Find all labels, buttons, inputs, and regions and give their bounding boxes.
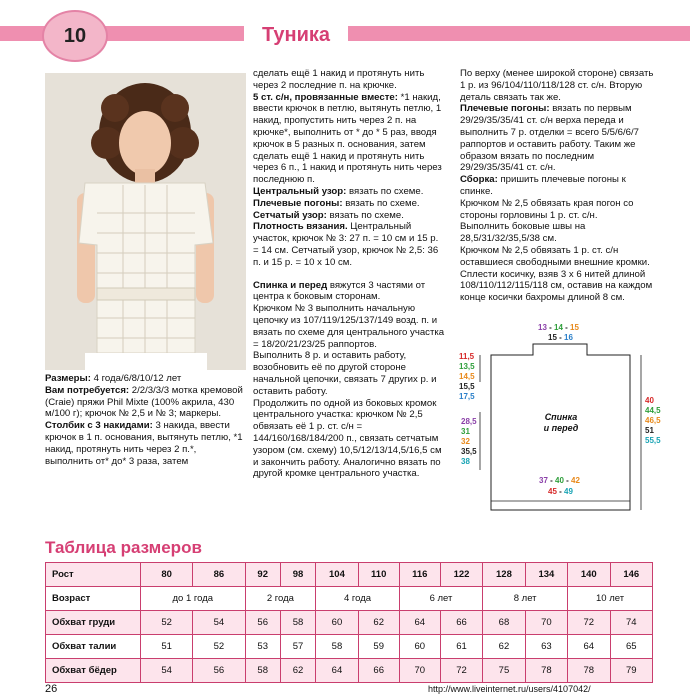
table-cell: 70: [525, 611, 567, 635]
table-cell: 86: [193, 563, 245, 587]
table-cell: 68: [483, 611, 525, 635]
left-bottom-labels: 28,5 31 32 35,5 38: [461, 417, 477, 466]
table-cell: 10 лет: [568, 587, 653, 611]
page-title: Туника: [244, 22, 348, 48]
paragraph: Крючком № 2,5 обвязать края погон со стороны горловины 1 р. ст. с/н.: [460, 197, 634, 221]
paragraph: 5 ст. с/н, провязанные вместе: *1 накид, ввести крючок в петлю, вытянуть петлю, 1 накид, пропустить нить через 2 п. на крючке*, выполнить от * до * 5 раз, вводя крючок в 5 разных п. основания, затем сделать ещё 1 накид и протянуть нить через 6 п., 1 накид и протянуть нить через последнюю п.: [253, 91, 442, 186]
paragraph: Центральный узор: вязать по схеме.: [253, 185, 424, 197]
table-cell: 61: [440, 635, 482, 659]
table-cell: 2 года: [245, 587, 316, 611]
instructions-column-2: [253, 68, 446, 480]
table-cell: 53: [245, 635, 280, 659]
row-label: Обхват груди: [46, 611, 141, 635]
table-cell: 64: [568, 635, 610, 659]
size-table: [45, 562, 653, 683]
table-row: [46, 587, 653, 611]
table-cell: 110: [358, 563, 399, 587]
right-height-labels: 40 44,5 46,5 51 55,5: [645, 396, 661, 445]
paragraph: Плечевые погоны: вязать по схеме.: [253, 197, 420, 209]
table-cell: 62: [358, 611, 399, 635]
stitch-paragraph: Столбик с 3 накидами: 3 накида, ввести крючок в 1 п. основания, вытянуть петлю, *1 накид, протянуть нить через 2 п.*, выполнить от* до* 3 раза, затем: [45, 420, 243, 467]
row-label: Рост: [46, 563, 141, 587]
paragraph: Продолжить по одной из боковых кромок центрального участка: крючком № 2,5 обвязать её 1 р. ст. с/н = 144/160/168/184/200 п., связать сетчатым узором (см. схему) 10,5/12/13/14,5/16,5 см и закончить работу. Аналогично вязать по другой кромке центрального участка.: [253, 397, 442, 480]
paragraph: Выполнить боковые швы на 28,5/31/32/35,5/38 см.: [460, 221, 586, 245]
top-width-labels: 13 - 14 - 15: [538, 323, 579, 332]
paragraph: Сетчатый узор: вязать по схеме.: [253, 209, 404, 221]
size-table-title: Таблица размеров: [45, 538, 202, 557]
table-cell: 80: [141, 563, 193, 587]
table-row: [46, 659, 653, 683]
table-cell: 72: [440, 659, 482, 683]
paragraph: Плечевые погоны: вязать по первым 29/29/35/35/41 ст. с/н верха переда и выполнить 7 р. отделки = всего 5/5/6/6/7 раппортов и оставить работу. Таким же образом вязать по последним 29/29/35/35/41 ст. с/н.: [460, 103, 639, 174]
paragraph: Сплести косичку, взяв 3 х 6 нитей длиной 108/110/112/115/118 см, оставив на каждом конце косички бахромы длиной 8 см.: [460, 268, 653, 304]
table-row: [46, 563, 653, 587]
bottom-width-labels-2: 45 - 49: [548, 487, 573, 496]
table-cell: 57: [280, 635, 315, 659]
left-top-labels: 11,5 13,5 14,5 15,5 17,5: [459, 352, 475, 401]
table-cell: 134: [525, 563, 567, 587]
sizes-paragraph: Размеры: 4 года/6/8/10/12 лет: [45, 373, 182, 384]
table-cell: 146: [610, 563, 653, 587]
table-cell: 4 года: [316, 587, 400, 611]
table-cell: 59: [358, 635, 399, 659]
row-label: Обхват бёдер: [46, 659, 141, 683]
paragraph: Сборка: пришить плечевые погоны к спинке.: [460, 174, 626, 197]
table-row: [46, 611, 653, 635]
model-photo: [45, 73, 246, 370]
table-cell: 63: [525, 635, 567, 659]
table-cell: 60: [399, 635, 440, 659]
paragraph: сделать ещё 1 накид и протянуть нить через 2 последние п. на крючке.: [253, 68, 425, 91]
table-cell: 78: [525, 659, 567, 683]
paragraph: Крючком № 3 выполнить начальную цепочку из 107/119/125/137/149 возд. п. и вязать по схеме для центрального участка = 18/20/21/23/25 раппортов.: [253, 303, 445, 350]
table-cell: 54: [193, 611, 245, 635]
table-cell: 54: [141, 659, 193, 683]
materials-paragraph: Вам потребуется: 2/2/3/3/3 мотка кремовой (Craie) пряжи Phil Mixte (100% акрила, 430 м/100 г); крючок № 2,5 и № 3; маркеры.: [45, 384, 243, 420]
table-row: [46, 635, 653, 659]
table-cell: до 1 года: [141, 587, 246, 611]
girl-in-tunic-illustration: [45, 73, 246, 370]
table-cell: 78: [568, 659, 610, 683]
table-cell: 62: [280, 659, 315, 683]
instructions-column-3: [460, 68, 655, 304]
table-cell: 140: [568, 563, 610, 587]
table-cell: 52: [141, 611, 193, 635]
table-cell: 65: [610, 635, 653, 659]
table-cell: 98: [280, 563, 315, 587]
bottom-width-labels: 37 - 40 - 42: [539, 476, 580, 485]
table-cell: 56: [245, 611, 280, 635]
table-cell: 8 лет: [483, 587, 568, 611]
table-cell: 92: [245, 563, 280, 587]
table-cell: 70: [399, 659, 440, 683]
paragraph: Спинка и перед вяжутся 3 частями от центра к боковым сторонам.: [253, 279, 426, 303]
page-number: 26: [45, 683, 58, 695]
part-label: Спинка и перед: [543, 412, 579, 433]
table-cell: 104: [316, 563, 358, 587]
table-cell: 116: [399, 563, 440, 587]
table-cell: 6 лет: [399, 587, 483, 611]
table-cell: 51: [141, 635, 193, 659]
paragraph: Крючком № 2,5 обвязать 1 р. ст. с/н оставшиеся свободными внешние кромки.: [460, 244, 650, 268]
paragraph: Выполнить 8 р. и оставить работу, возобновить её по другой стороне начальной цепочки, связать 7 других р. и оставить работу.: [253, 350, 437, 397]
paragraph: Плотность вязания. Центральный участок, крючок № 3: 27 п. = 10 см и 15 р. = 14 см. Сетчатый узор, крючок № 2,5: 36 п. и 15 р. = 10 х 10 см.: [253, 221, 439, 268]
table-cell: 75: [483, 659, 525, 683]
table-cell: 58: [280, 611, 315, 635]
footer-url[interactable]: http://www.liveinternet.ru/users/4107042/: [428, 684, 591, 694]
table-cell: 64: [399, 611, 440, 635]
table-cell: 66: [440, 611, 482, 635]
table-cell: 79: [610, 659, 653, 683]
table-cell: 64: [316, 659, 358, 683]
table-cell: 128: [483, 563, 525, 587]
table-cell: 122: [440, 563, 482, 587]
table-cell: 52: [193, 635, 245, 659]
row-label: Обхват талии: [46, 635, 141, 659]
table-cell: 56: [193, 659, 245, 683]
schematic-diagram: [455, 320, 665, 520]
row-label: Возраст: [46, 587, 141, 611]
pattern-number-badge: 10: [42, 10, 108, 62]
table-cell: 72: [568, 611, 610, 635]
table-cell: 58: [316, 635, 358, 659]
intro-text: [45, 373, 245, 467]
table-cell: 62: [483, 635, 525, 659]
table-cell: 66: [358, 659, 399, 683]
top-width-labels-2: 15 - 16: [548, 333, 573, 342]
table-cell: 74: [610, 611, 653, 635]
paragraph: По верху (менее широкой стороне) связать 1 р. из 96/104/110/118/128 ст. с/н. Вторую деталь связать так же.: [460, 68, 654, 103]
table-cell: 60: [316, 611, 358, 635]
table-cell: 58: [245, 659, 280, 683]
